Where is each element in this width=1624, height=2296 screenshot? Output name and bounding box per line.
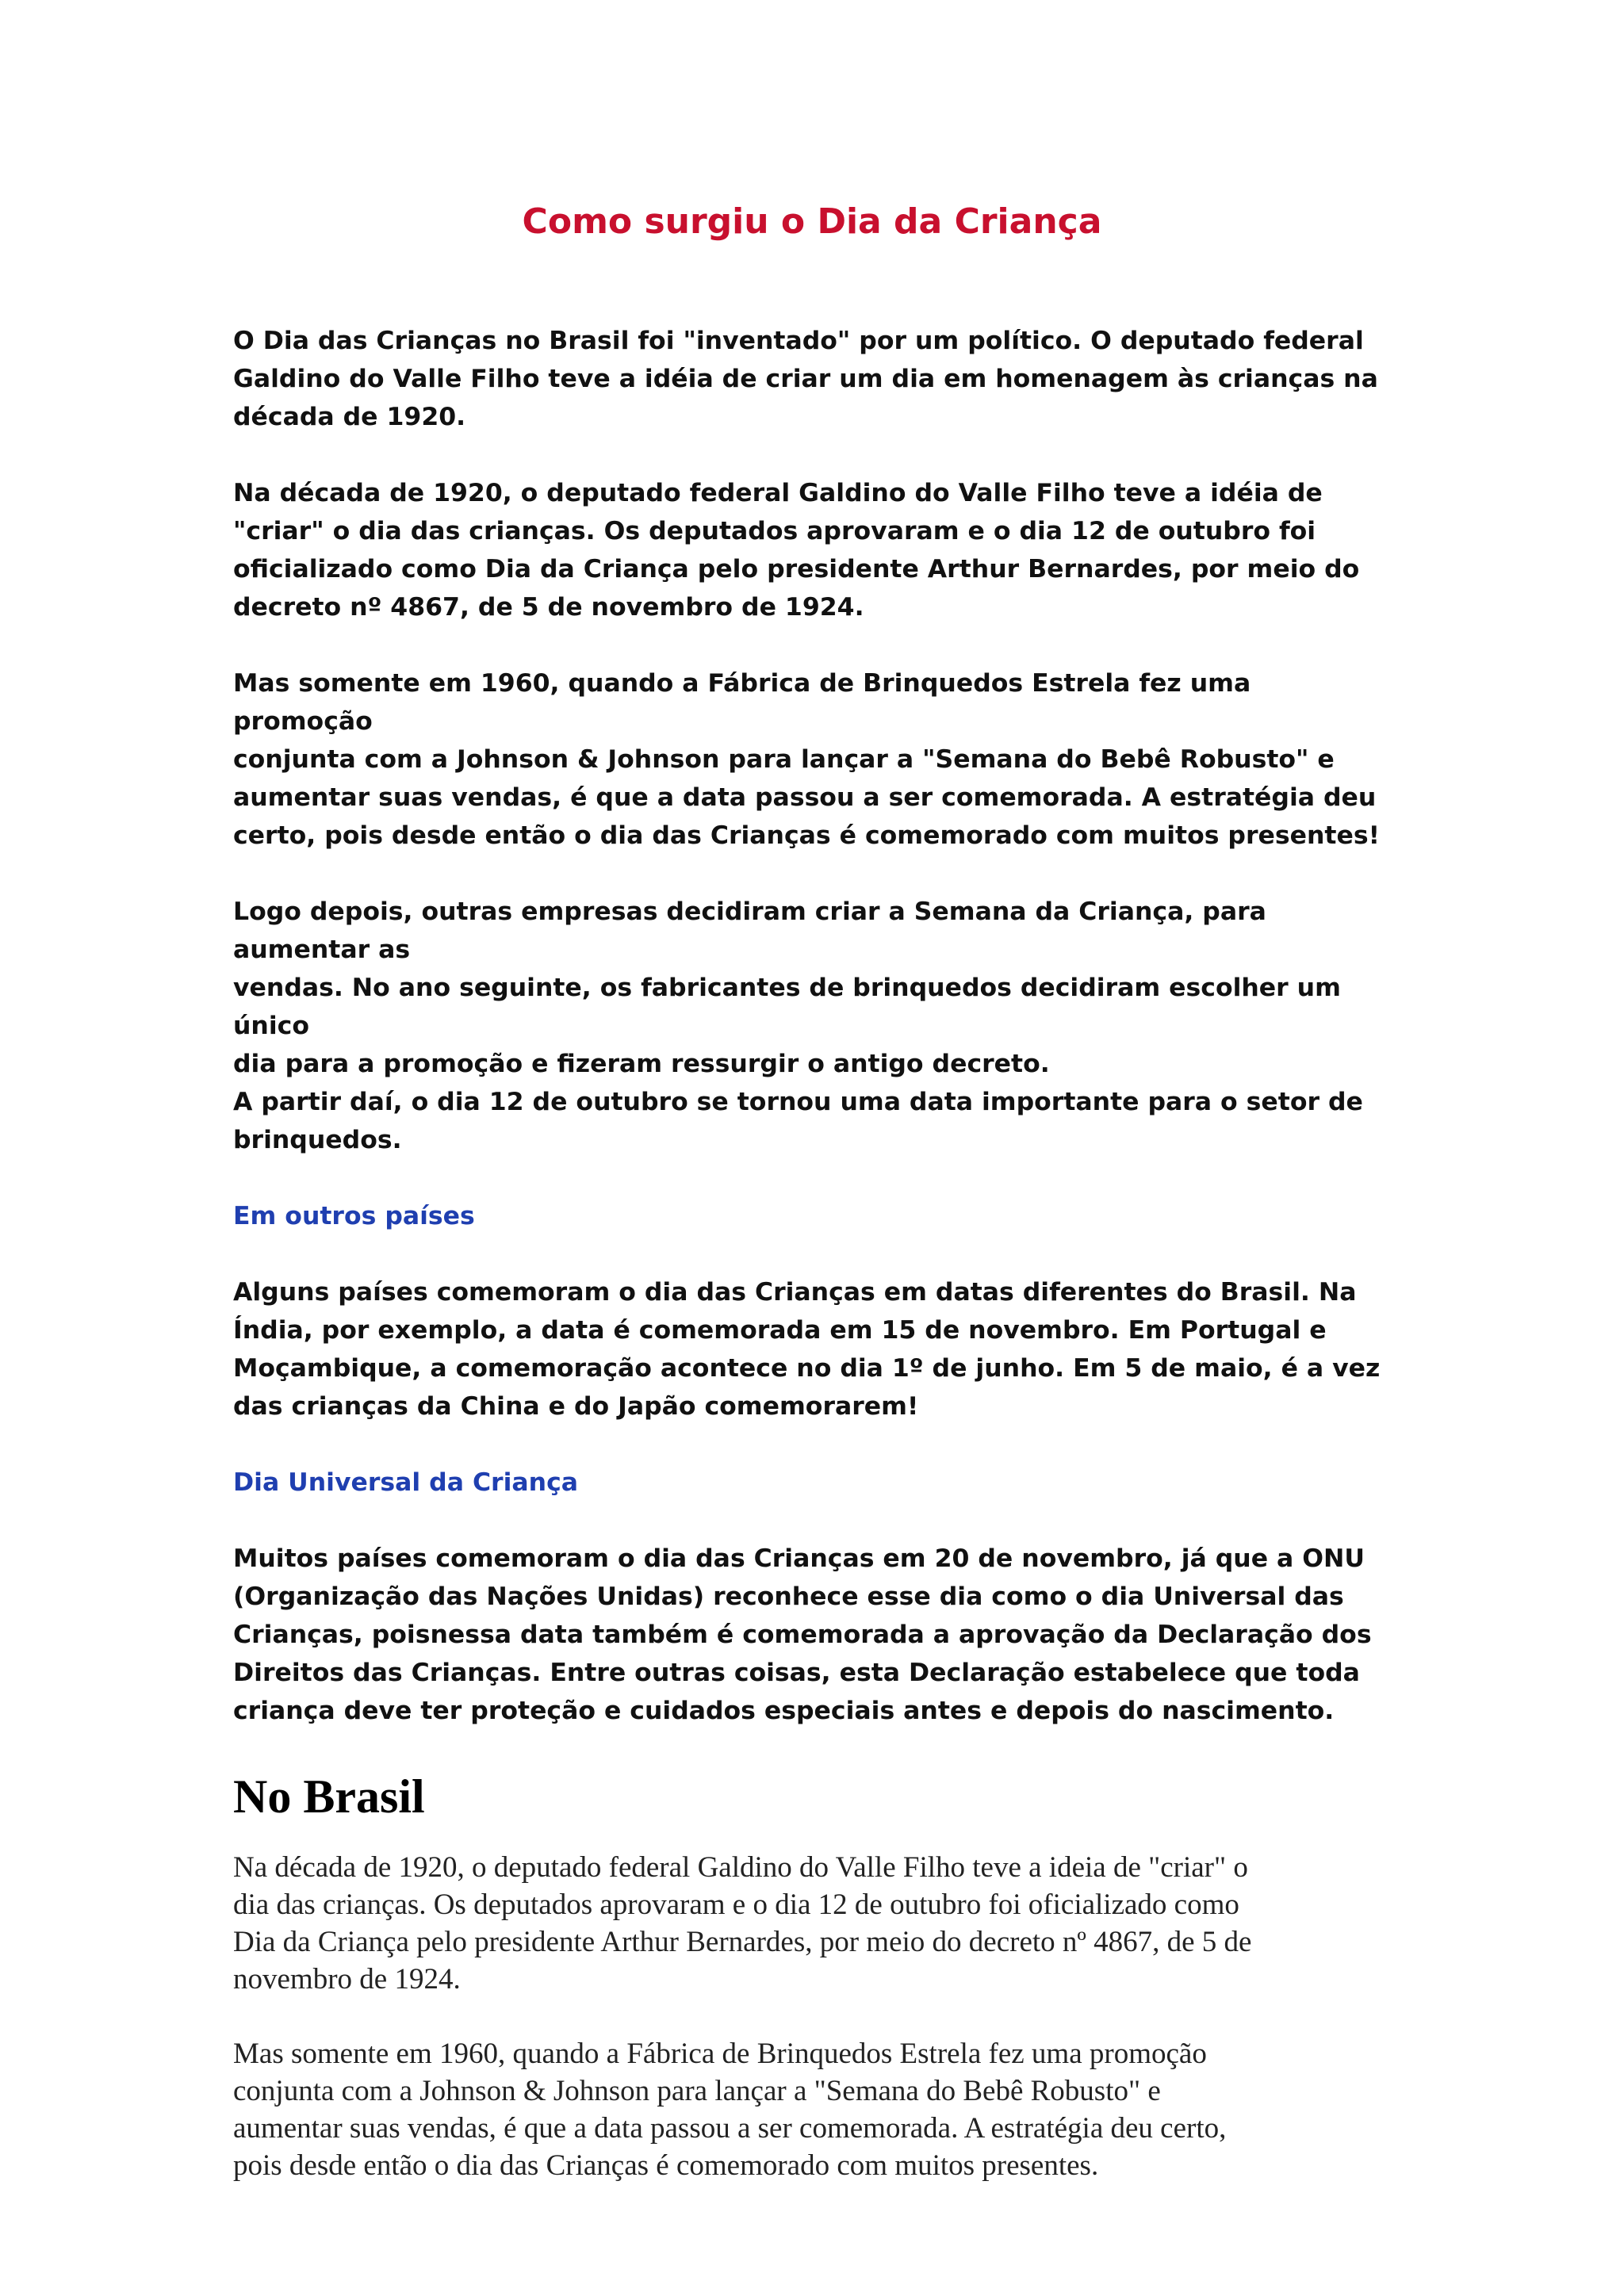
- dia-universal-paragraph: Muitos países comemoram o dia das Crianças em 20 de novembro, já que a ONU (Organização das Nações Unidas) reconhece esse dia como o dia Universal das Crianças, poisnessa data também é comemorada a aprovação da Declaração dos Direitos das Crianças. Entre outras coisas, esta Declaração estabelece que toda criança deve ter proteção e cuidados especiais antes e depois do nascimento.: [233, 1544, 1372, 1725]
- outros-paises-heading: Em outros países: [233, 1202, 475, 1230]
- dia-universal-heading: Dia Universal da Criança: [233, 1468, 579, 1497]
- estrela-paragraph: Mas somente em 1960, quando a Fábrica de Brinquedos Estrela fez uma promoção conjunta com a Johnson & Johnson para lançar a "Semana do Bebê Robusto" e aumentar suas vendas, é que a data passou a ser comemorada. A estratégia deu certo, pois desde então o dia das Crianças é comemorado com muitos presentes!: [233, 669, 1380, 850]
- data-importante-paragraph: A partir daí, o dia 12 de outubro se tornou uma data importante para o setor de brinquedos.: [233, 1088, 1363, 1154]
- outros-paises-paragraph: Alguns países comemoram o dia das Crianças em datas diferentes do Brasil. Na Índia, por exemplo, a data é comemorada em 15 de novembro. Em Portugal e Moçambique, a comemoração acontece no dia 1º de junho. Em 5 de maio, é a vez das crianças da China e do Japão comemorarem!: [233, 1278, 1381, 1421]
- page-title: Como surgiu o Dia da Criança: [522, 201, 1102, 242]
- no-brasil-paragraph-1: Na década de 1920, o deputado federal Galdino do Valle Filho teve a ideia de "criar" o dia das crianças. Os deputados aprovaram e o dia 12 de outubro foi oficializado como Dia da Criança pelo presidente Arthur Bernardes, por meio do decreto nº 4867, de 5 de novembro de 1924.: [233, 1851, 1252, 1996]
- no-brasil-heading: No Brasil: [233, 1770, 425, 1823]
- semana-paragraph: Logo depois, outras empresas decidiram criar a Semana da Criança, para aumentar as vendas. No ano seguinte, os fabricantes de brinquedos decidiram escolher um único dia para a promoção e fizeram ressurgir o antigo decreto.: [233, 897, 1341, 1078]
- document-body: [233, 322, 1391, 2221]
- no-brasil-paragraph-2: Mas somente em 1960, quando a Fábrica de Brinquedos Estrela fez uma promoção conjunta com a Johnson & Johnson para lançar a "Semana do Bebê Robusto" e aumentar suas vendas, é que a data passou a ser comemorada. A estratégia deu certo, pois desde então o dia das Crianças é comemorado com muitos presentes.: [233, 2038, 1227, 2182]
- intro-paragraph: O Dia das Crianças no Brasil foi "inventado" por um político. O deputado federal Galdino do Valle Filho teve a idéia de criar um dia em homenagem às crianças na década de 1920.: [233, 327, 1378, 431]
- history-paragraph: Na década de 1920, o deputado federal Galdino do Valle Filho teve a idéia de "criar" o dia das crianças. Os deputados aprovaram e o dia 12 de outubro foi oficializado como Dia da Criança pelo presidente Arthur Bernardes, por meio do decreto nº 4867, de 5 de novembro de 1924.: [233, 479, 1360, 622]
